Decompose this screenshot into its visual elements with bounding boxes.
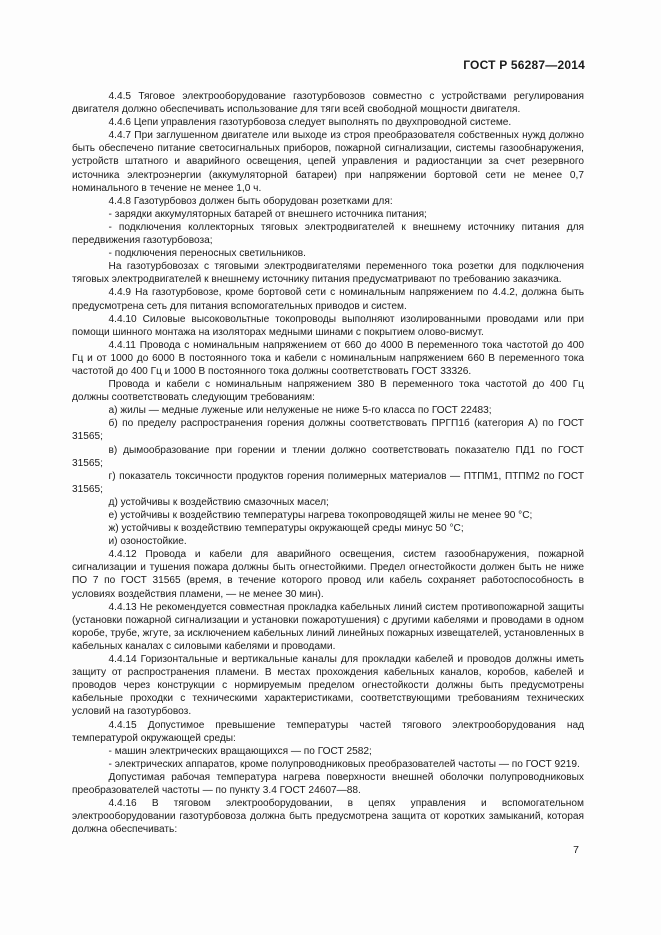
paragraph-4-4-8: 4.4.8 Газотурбовоз должен быть оборудован розетками для: <box>108 195 393 207</box>
paragraph-4-4-10: 4.4.10 Силовые высоковольтные токопроводы выполняют изолированными проводами или при помощи шинного монтажа на изоляторах медными шинами с покрытием олово-висмут. <box>72 313 584 338</box>
paragraph-4-4-15: 4.4.15 Допустимое превышение температуры частей тягового электрооборудования над температурой окружающей среды: <box>72 719 584 744</box>
paragraph-cable-requirements: Провода и кабели с номинальным напряжением 380 В переменного тока частотой до 400 Гц должны соответствовать следующим требованиям: <box>72 379 584 404</box>
paragraph-operating-temperature: Допустимая рабочая температура нагрева поверхности внешней оболочки полупроводниковых преобразователей частоты — по пункту 3.4 ГОСТ 24607—88. <box>72 771 584 796</box>
paragraph-4-4-9: 4.4.9 На газотурбовозе, кроме бортовой сети с номинальным напряжением по 4.4.2, должна быть предусмотрена сеть для питания вспомогательных приводов и систем. <box>72 287 584 312</box>
page-number: 7 <box>573 844 579 856</box>
paragraph-4-4-12: 4.4.12 Провода и кабели для аварийного освещения, систем газообнаружения, пожарной сигнализации и тушения пожара должны быть огнестойкими. Предел огнестойкости должен быть не ниже ПО 7 по ГОСТ 31565 (время, в течение которого провод или кабель сохраняет работоспособность в условиях воздействия пламени, — не менее 30 мин). <box>72 549 584 600</box>
list-item: б) по пределу распространения горения должны соответствовать ПРГП1б (категория А) по ГОСТ 31565; <box>72 418 584 443</box>
list-item: г) показатель токсичности продуктов горения полимерных материалов — ПТПМ1, ПТПМ2 по ГОСТ 31565; <box>72 470 584 495</box>
list-item: - зарядки аккумуляторных батарей от внешнего источника питания; <box>108 208 427 220</box>
paragraph-4-4-5: 4.4.5 Тяговое электрооборудование газотурбовозов совместно с устройствами регулирования двигателя должно обеспечивать использование для тяги всей свободной мощности двигателя. <box>72 91 584 116</box>
paragraph-4-4-7: 4.4.7 При заглушенном двигателе или выходе из строя преобразователя собственных нужд должно быть обеспечено питание светосигнальных приборов, пожарной сигнализации, системы газообнаружения, устройств штатного и аварийного освещения, цепей управления и радиостанции за счет резервного источника электроэнергии (аккумуляторной батареи) при напряжении бортовой сети не менее 0,7 номинального в течение не менее 1,0 ч. <box>72 130 584 194</box>
paragraph-4-4-6: 4.4.6 Цепи управления газотурбовоза следует выполнять по двухпроводной системе. <box>108 117 512 129</box>
list-item: ж) устойчивы к воздействию температуры окружающей среды минус 50 °С; <box>108 523 464 535</box>
list-item: - подключения коллекторных тяговых электродвигателей к внешнему источнику питания для передвижения газотурбовоза; <box>72 221 584 247</box>
paragraph-4-4-14: 4.4.14 Горизонтальные и вертикальные каналы для прокладки кабелей и проводов должны иметь защиту от распространения пламени. В местах прохождения кабельных каналов, коробов, кабелей и проводов через конструкции с нормируемым пределом огнестойкости должны быть предусмотрены кабельные проходки с техническими характеристиками, соответствующими требованиям технических условий на газотурбовоз. <box>72 654 584 718</box>
list-item: и) озоностойкие. <box>108 536 187 548</box>
list-item: в) дымообразование при горении и тлении должно соответствовать показателю ПД1 по ГОСТ 31565; <box>72 444 584 469</box>
paragraph-4-4-16: 4.4.16 В тяговом электрооборудовании, в цепях управления и вспомогательном электрооборудовании газотурбовоза должна быть предусмотрена защита от коротких замыканий, которая должна обеспечивать: <box>72 798 584 836</box>
list-item: - машин электрических вращающихся — по ГОСТ 2582; <box>108 745 372 757</box>
list-item: д) устойчивы к воздействию смазочных масел; <box>108 496 329 508</box>
document-code-header: ГОСТ Р 56287—2014 <box>463 58 585 72</box>
paragraph-note-ac-motors: На газотурбовозах с тяговыми электродвигателями переменного тока розетки для подключения тяговых электродвигателей к внешнему источнику питания предусматривают по требованию заказчика. <box>72 261 584 286</box>
list-item: а) жилы — медные луженые или нелуженые не ниже 5-го класса по ГОСТ 22483; <box>108 405 492 417</box>
document-body <box>72 90 584 836</box>
list-item: е) устойчивы к воздействию температуры нагрева токопроводящей жилы не менее 90 °С; <box>108 510 533 521</box>
list-item: - электрических аппаратов, кроме полупроводниковых преобразователей частоты — по ГОСТ 9219. <box>108 758 580 770</box>
paragraph-4-4-11: 4.4.11 Провода с номинальным напряжением от 660 до 4000 В переменного тока частотой до 400 Гц и от 1000 до 6000 В постоянного тока и кабели с номинальным напряжением 660 В переменного тока частотой до 400 Гц и 1000 В постоянного тока должны соответствовать ГОСТ 33326. <box>72 339 584 377</box>
paragraph-4-4-13: 4.4.13 Не рекомендуется совместная прокладка кабельных линий систем противопожарной защиты (установки пожарной сигнализации и установки пожаротушения) с другими кабелями и проводами в одном коробе, трубе, жгуте, за исключением кабельных линий линейных пожарных извещателей, установленных в кабельных каналах с силовыми кабелями и проводами. <box>72 601 584 652</box>
list-item: - подключения переносных светильников. <box>108 248 306 260</box>
